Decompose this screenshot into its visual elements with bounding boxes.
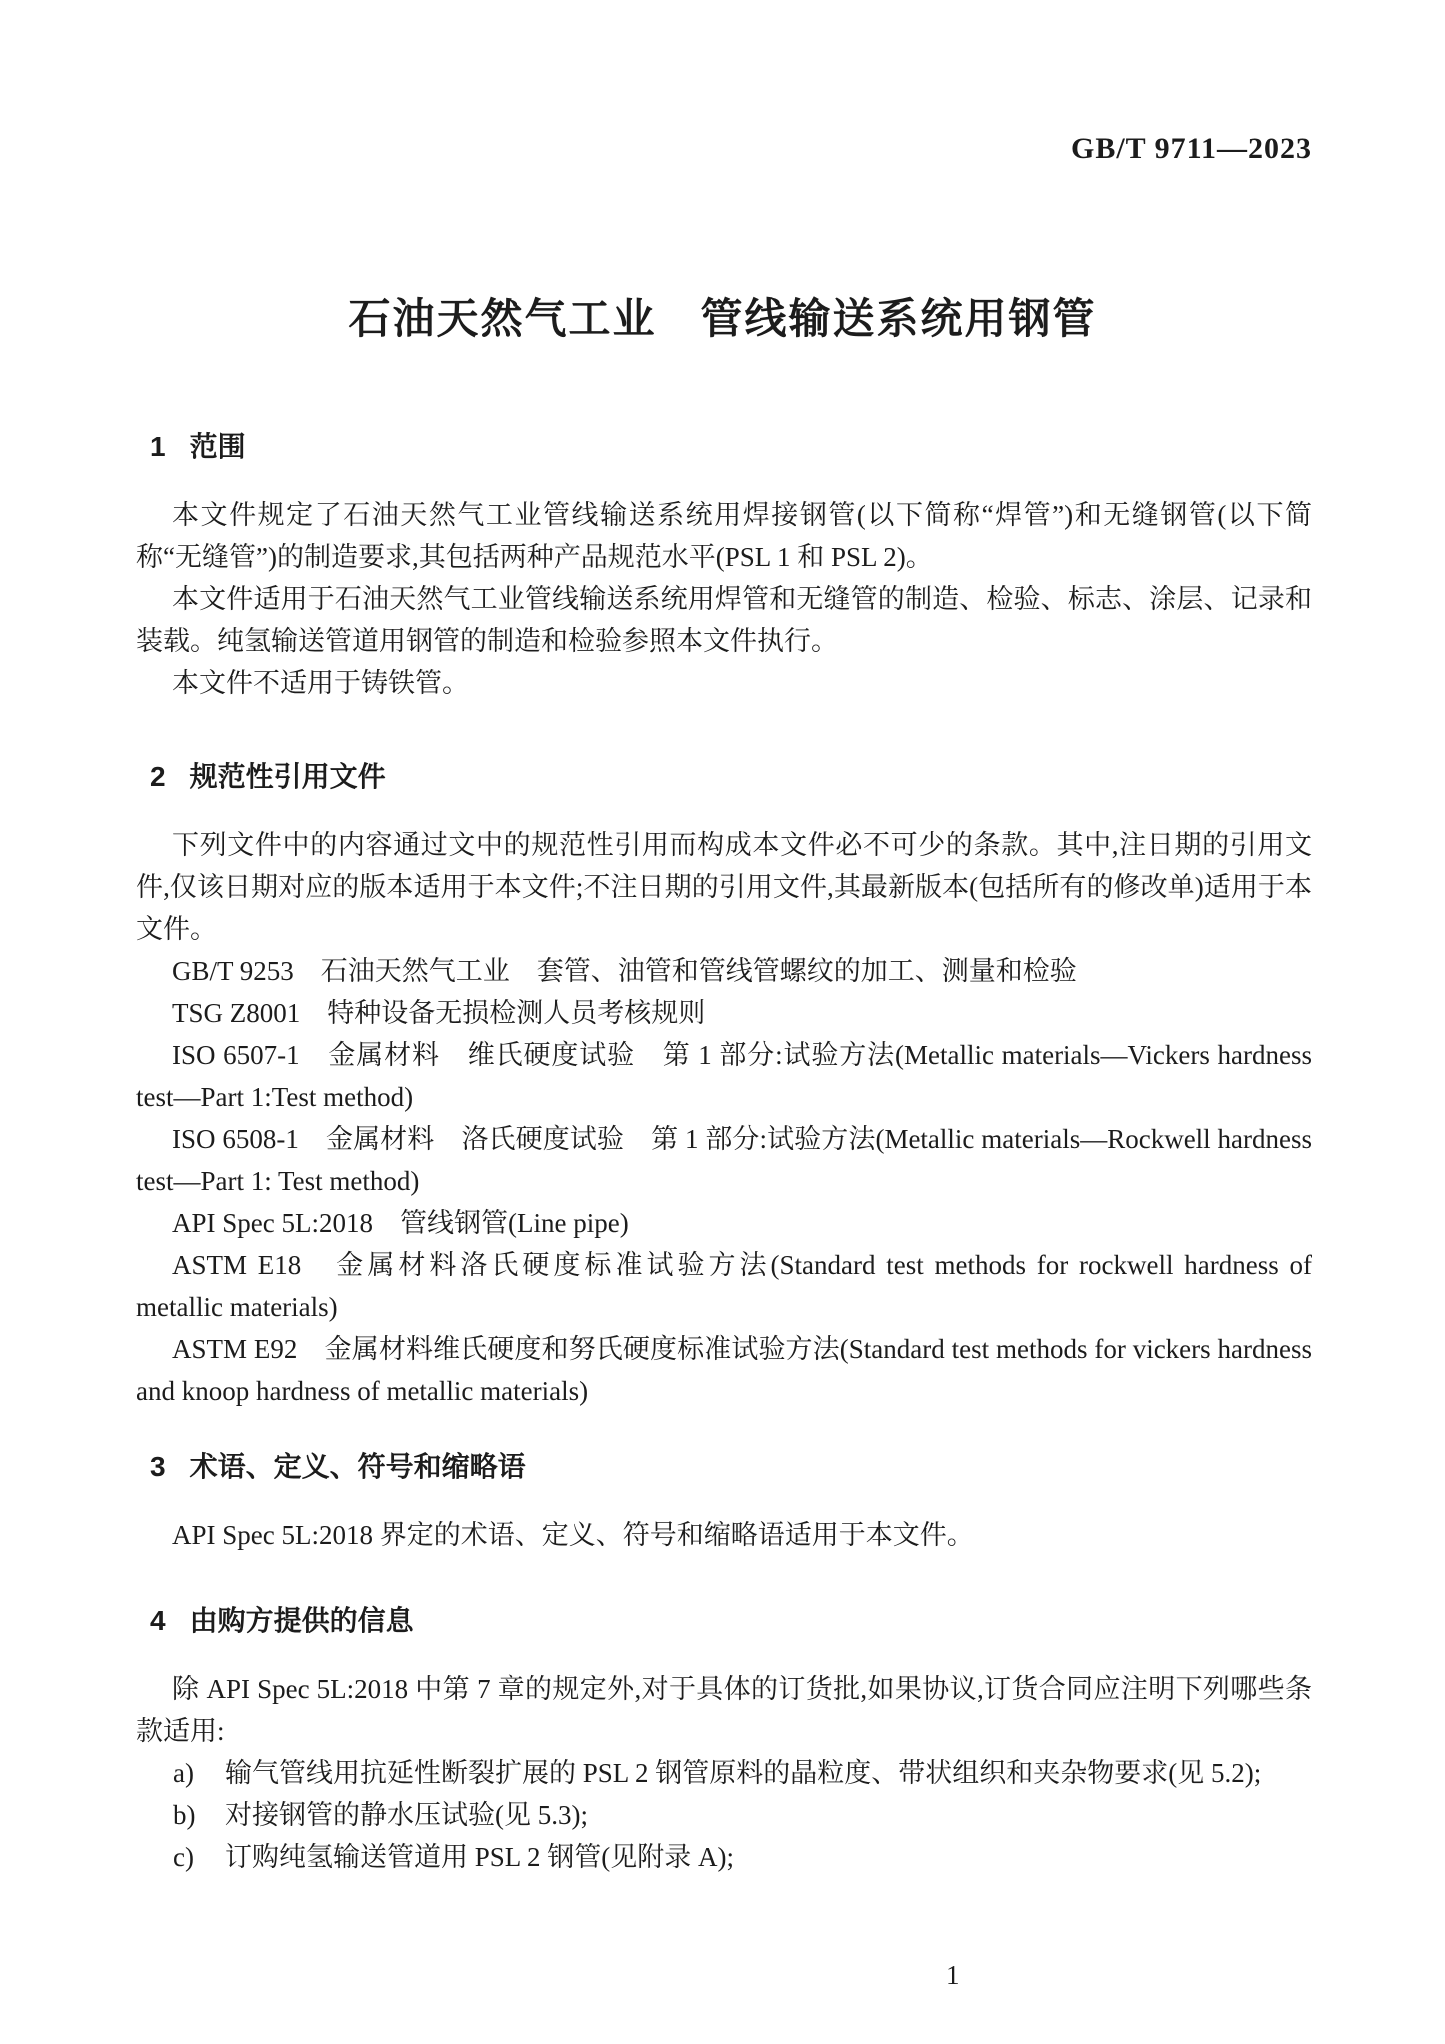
section-number: 1 — [150, 431, 166, 462]
section-title: 范围 — [189, 431, 246, 462]
document-title: 石油天然气工业 管线输送系统用钢管 — [348, 295, 1097, 342]
ordered-list — [136, 1752, 1312, 1878]
section-heading — [136, 1602, 1312, 1640]
list-item — [136, 1752, 1312, 1794]
reference-item: ISO 6508-1 金属材料 洛氏硬度试验 第 1 部分:试验方法(Metallic materials—Rockwell hardness test—Part 1: Test method) — [136, 1124, 1312, 1196]
section-title: 术语、定义、符号和缩略语 — [189, 1451, 526, 1482]
list-item-text: 输气管线用抗延性断裂扩展的 PSL 2 钢管原料的晶粒度、带状组织和夹杂物要求(见 5.2); — [225, 1758, 1262, 1788]
section-number: 3 — [150, 1451, 166, 1482]
section-title: 规范性引用文件 — [189, 761, 386, 792]
reference-item: GB/T 9253 石油天然气工业 套管、油管和管线管螺纹的加工、测量和检验 — [172, 956, 1077, 986]
list-item — [136, 1794, 1312, 1836]
list-item-marker: c) — [173, 1842, 194, 1872]
paragraph: 除 API Spec 5L:2018 中第 7 章的规定外,对于具体的订货批,如果协议,订货合同应注明下列哪些条款适用: — [136, 1674, 1312, 1746]
paragraph: 本文件适用于石油天然气工业管线输送系统用焊管和无缝管的制造、检验、标志、涂层、记录和装载。纯氢输送管道用钢管的制造和检验参照本文件执行。 — [136, 584, 1312, 656]
list-item-marker: b) — [173, 1800, 196, 1830]
reference-item: ISO 6507-1 金属材料 维氏硬度试验 第 1 部分:试验方法(Metallic materials—Vickers hardness test—Part 1:Test method) — [136, 1040, 1312, 1112]
paragraph: 下列文件中的内容通过文中的规范性引用而构成本文件必不可少的条款。其中,注日期的引用文件,仅该日期对应的版本适用于本文件;不注日期的引用文件,其最新版本(包括所有的修改单)适用于本文件。 — [136, 830, 1312, 944]
paragraph: API Spec 5L:2018 界定的术语、定义、符号和缩略语适用于本文件。 — [172, 1520, 974, 1550]
list-item-text: 对接钢管的静水压试验(见 5.3); — [225, 1800, 588, 1830]
section-scope — [136, 428, 1312, 704]
section-number: 2 — [150, 761, 166, 792]
section-heading — [136, 758, 1312, 796]
list-item-text: 订购纯氢输送管道用 PSL 2 钢管(见附录 A); — [225, 1842, 735, 1872]
section-number: 4 — [150, 1605, 166, 1636]
reference-list — [136, 950, 1312, 1412]
page-content — [136, 428, 1312, 1878]
list-item — [136, 1836, 1312, 1878]
reference-item: TSG Z8001 特种设备无损检测人员考核规则 — [172, 998, 706, 1028]
section-terms-definitions — [136, 1448, 1312, 1556]
reference-item: API Spec 5L:2018 管线钢管(Line pipe) — [172, 1208, 629, 1238]
reference-item: ASTM E92 金属材料维氏硬度和努氏硬度标准试验方法(Standard test methods for vickers hardness and knoop hardness of metallic materials) — [136, 1334, 1312, 1406]
standard-code-header: GB/T 9711—2023 — [1071, 132, 1312, 165]
reference-item: ASTM E18 金属材料洛氏硬度标准试验方法(Standard test methods for rockwell hardness of metallic materials) — [136, 1250, 1312, 1322]
paragraph: 本文件规定了石油天然气工业管线输送系统用焊接钢管(以下简称“焊管”)和无缝钢管(以下简称“无缝管”)的制造要求,其包括两种产品规范水平(PSL 1 和 PSL 2)。 — [136, 500, 1312, 572]
section-title: 由购方提供的信息 — [189, 1605, 414, 1636]
section-purchaser-information — [136, 1602, 1312, 1878]
section-normative-references — [136, 758, 1312, 1412]
list-item-marker: a) — [173, 1758, 194, 1788]
paragraph: 本文件不适用于铸铁管。 — [172, 668, 469, 698]
page-number: 1 — [946, 1960, 960, 1990]
section-heading — [136, 428, 1312, 466]
section-heading — [136, 1448, 1312, 1486]
